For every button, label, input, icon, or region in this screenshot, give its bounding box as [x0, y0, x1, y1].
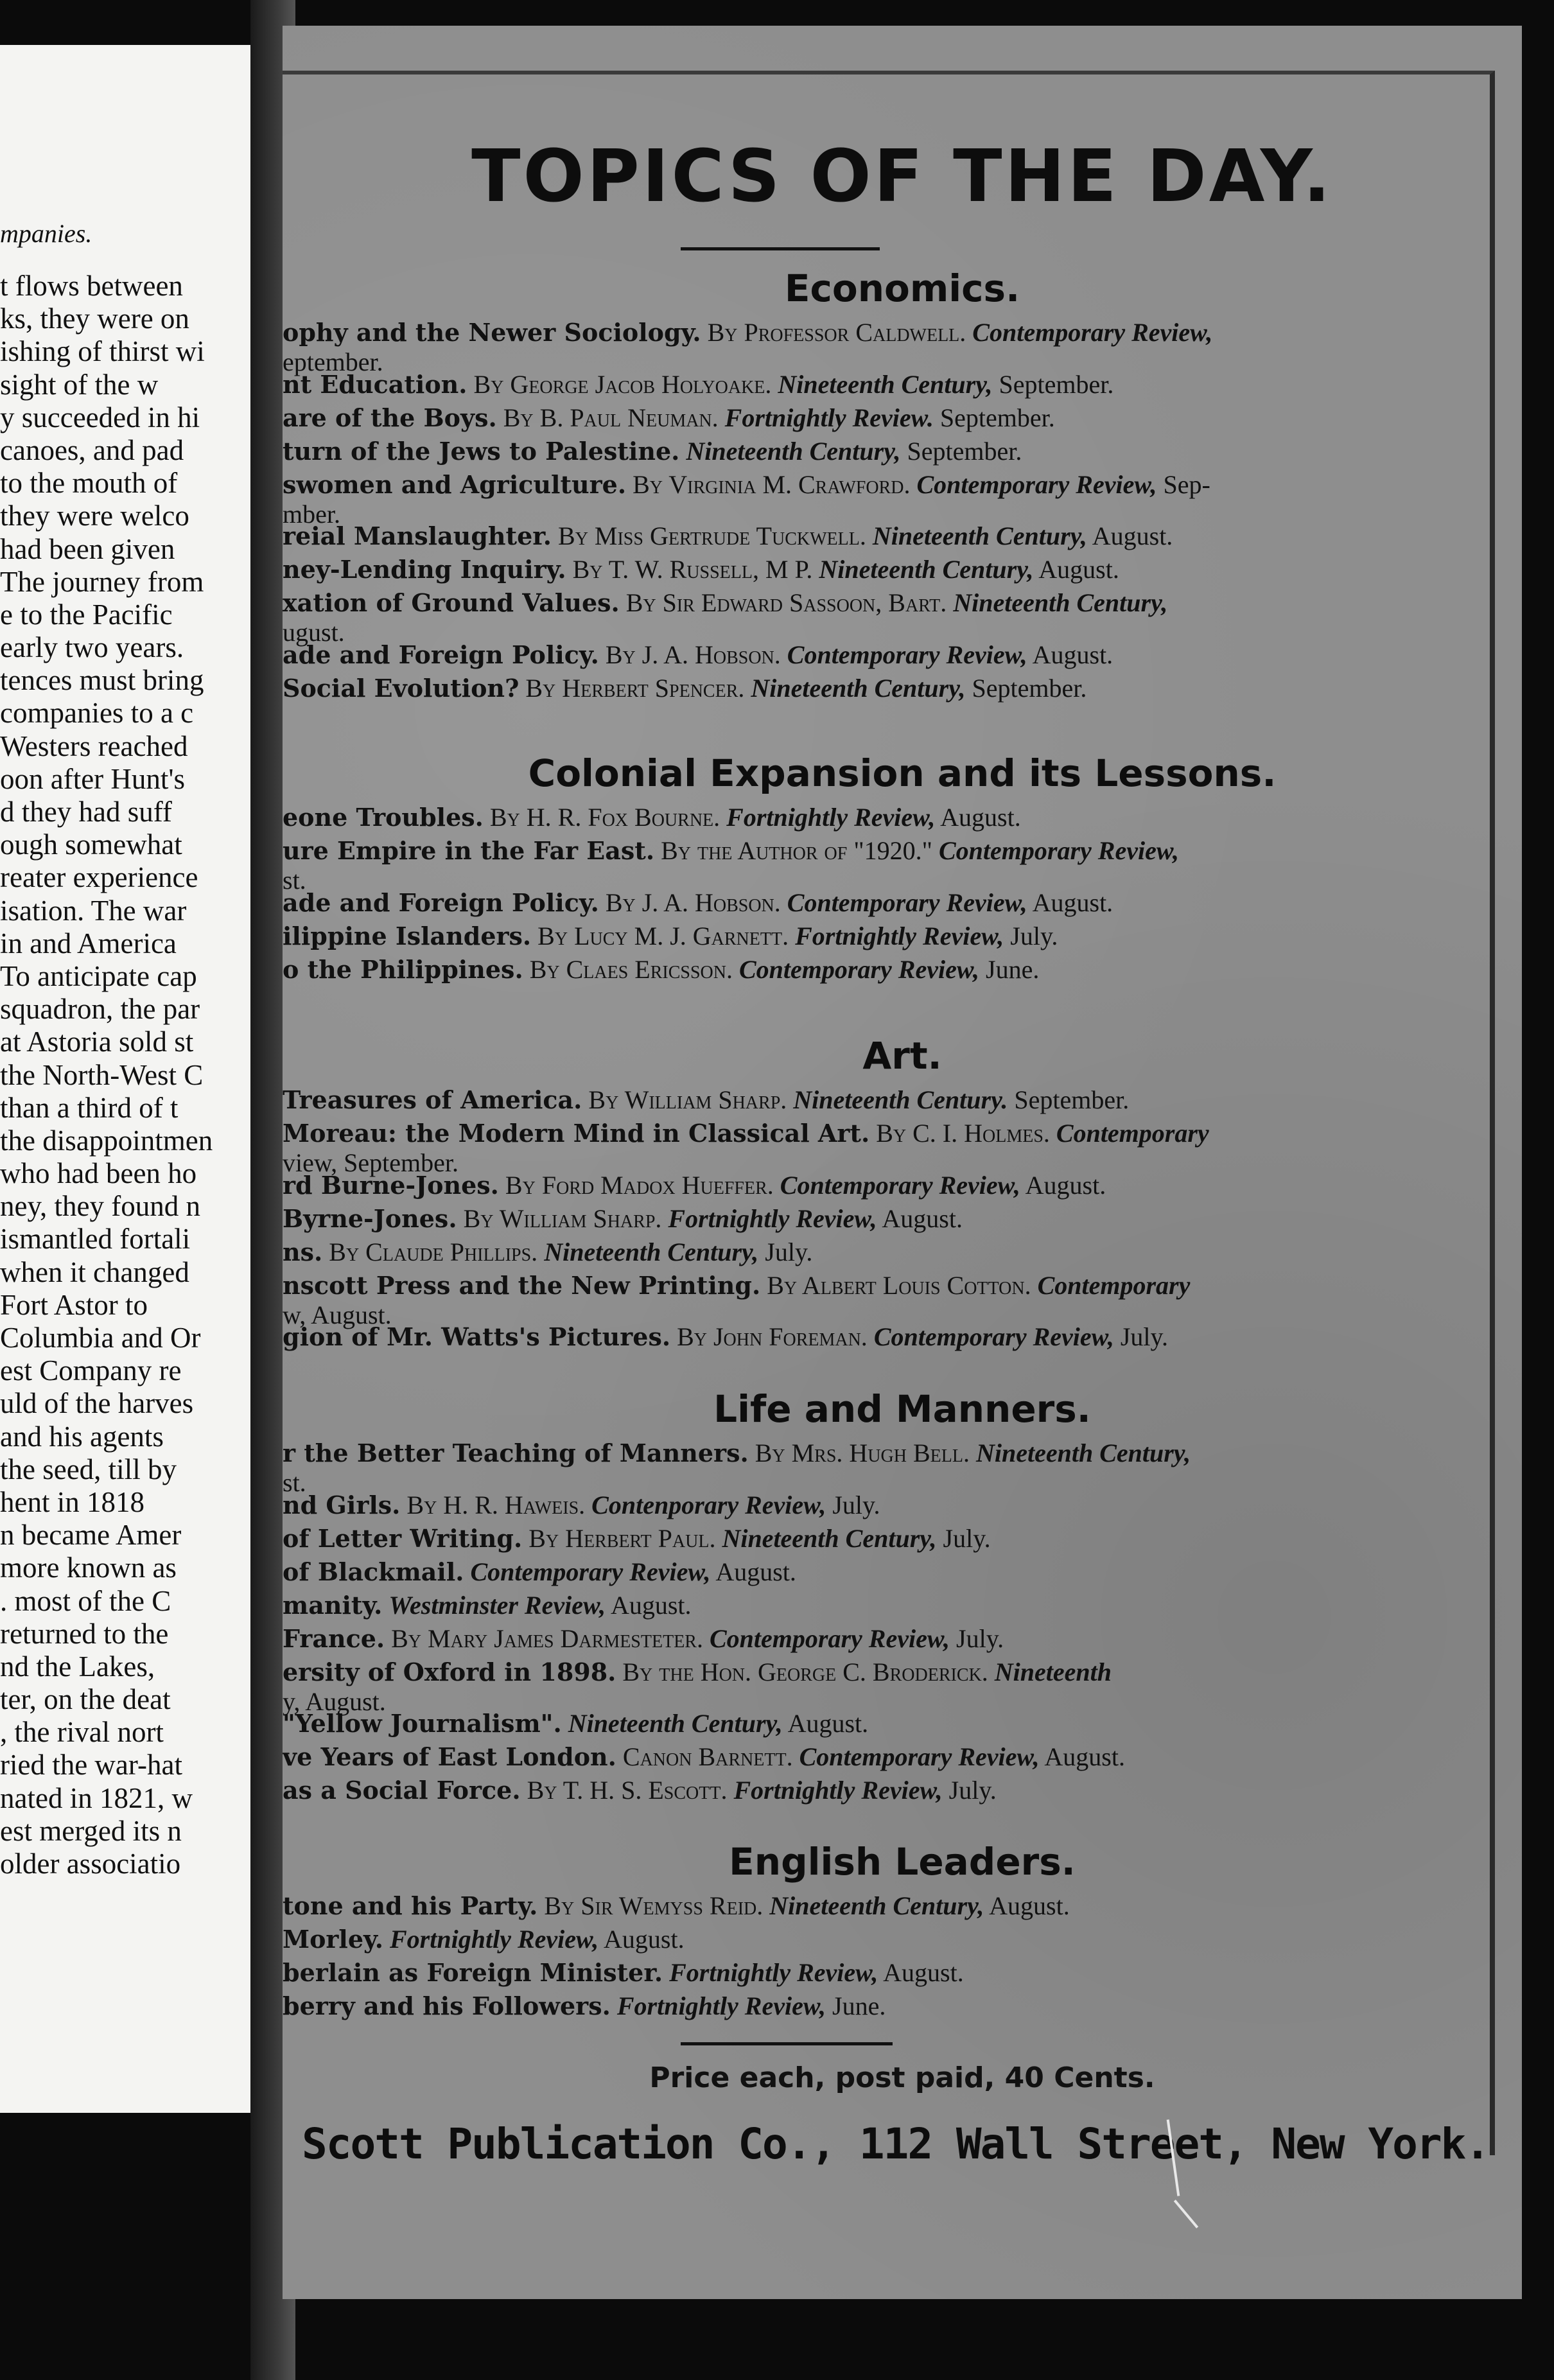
left-page-line: oon after Hunt's	[0, 762, 186, 795]
left-page-line: Columbia and Or	[0, 1322, 201, 1354]
article-title: of Letter Writing.	[283, 1523, 523, 1553]
article-continuation: y, August.	[283, 1686, 386, 1716]
article-date: July.	[943, 1523, 991, 1553]
article-journal: Contemporary Review,	[787, 888, 1027, 917]
article-journal: Nineteenth Century,	[819, 555, 1034, 584]
article-title: swomen and Agriculture.	[283, 469, 627, 499]
paper-crack	[1174, 2200, 1198, 2228]
article-entry	[283, 555, 1374, 584]
article-title: ade and Foreign Policy.	[283, 888, 599, 917]
article-date: August.	[940, 803, 1021, 832]
article-journal: Nineteenth Century,	[544, 1237, 759, 1266]
left-page-line: who had been ho	[0, 1157, 197, 1190]
left-page-line: had been given	[0, 532, 175, 565]
article-author: By Herbert Spencer.	[525, 673, 745, 703]
left-page-line: older associatio	[0, 1848, 181, 1880]
article-journal: Fortnightly Review,	[733, 1776, 943, 1805]
article-journal: Contemporary	[1056, 1119, 1209, 1148]
article-journal: Nineteenth Century,	[686, 436, 901, 466]
article-author: By Ford Madox Hueffer.	[505, 1170, 774, 1200]
article-author: By T. H. S. Escott.	[527, 1776, 728, 1805]
left-page-line: tences must bring	[0, 664, 204, 697]
article-journal: Nineteenth Century.	[793, 1085, 1008, 1114]
article-date: August.	[1032, 888, 1113, 917]
publisher-line: Scott Publication Co., 112 Wall Street, New York.	[302, 2119, 1490, 2169]
article-date: August.	[882, 1203, 963, 1233]
left-page-line: isation. The war	[0, 894, 187, 927]
article-title: nd Girls.	[283, 1490, 401, 1519]
article-entry	[283, 1557, 1374, 1587]
left-page-line: they were welco	[0, 500, 189, 532]
article-continuation: st.	[283, 1468, 306, 1497]
left-page-line: nated in 1821, w	[0, 1781, 193, 1814]
article-journal: Contemporary	[1037, 1270, 1191, 1300]
article-title: ure Empire in the Far East.	[283, 836, 655, 865]
article-entry	[283, 1709, 1374, 1738]
article-date: August.	[1092, 521, 1173, 551]
left-page-line: Westers reached	[0, 730, 188, 762]
article-date: July.	[1120, 1322, 1168, 1352]
article-journal: Nineteenth Century,	[722, 1523, 937, 1553]
article-title: Morley.	[283, 1925, 383, 1954]
article-entry	[283, 470, 1374, 529]
article-journal: Fortnightly Review.	[724, 403, 934, 432]
article-author: By Sir Wemyss Reid.	[544, 1891, 764, 1920]
left-page-line: ough somewhat	[0, 828, 182, 861]
article-entry	[283, 640, 1374, 670]
article-author: By Albert Louis Cotton.	[767, 1270, 1031, 1300]
article-author: By Claude Phillips.	[329, 1237, 538, 1266]
article-author: By the Author of "1920."	[661, 836, 932, 865]
article-date: August.	[1032, 640, 1113, 669]
article-title: are of the Boys.	[283, 403, 497, 432]
article-continuation: ugust.	[283, 618, 345, 647]
left-page-line: early two years.	[0, 631, 184, 664]
article-author: By Professor Caldwell.	[707, 318, 966, 347]
article-entry	[283, 437, 1374, 466]
article-journal: Nineteenth Century,	[751, 673, 966, 703]
article-journal: Nineteenth Century,	[568, 1709, 783, 1738]
article-title: gion of Mr. Watts's Pictures.	[283, 1322, 671, 1352]
article-journal: Contenporary Review,	[591, 1490, 826, 1519]
article-author: By J. A. Hobson.	[605, 888, 781, 917]
article-journal: Contemporary Review,	[938, 836, 1180, 865]
article-author: By J. A. Hobson.	[605, 640, 781, 669]
article-journal: Contemporary Review,	[470, 1557, 711, 1586]
article-author: By Herbert Paul.	[528, 1523, 716, 1553]
article-title: ophy and the Newer Sociology.	[283, 318, 701, 347]
article-entry	[283, 1119, 1374, 1178]
article-journal: Nineteenth Century,	[778, 369, 993, 399]
article-title: eone Troubles.	[283, 803, 484, 832]
left-page-line: at Astoria sold st	[0, 1026, 194, 1058]
article-author: By William Sharp.	[463, 1203, 662, 1233]
article-entry	[283, 1958, 1374, 1988]
left-page-line: hent in 1818	[0, 1485, 144, 1518]
article-title: tone and his Party.	[283, 1891, 538, 1920]
left-page-line: ks, they were on	[0, 302, 189, 335]
article-date: September.	[999, 369, 1114, 399]
article-date: August.	[1044, 1742, 1125, 1772]
article-entry	[283, 1085, 1374, 1115]
article-date: September.	[939, 403, 1055, 432]
article-date: Sep-	[1163, 469, 1210, 499]
section-heading: Art.	[862, 1034, 942, 1078]
section-heading: Life and Manners.	[713, 1387, 1091, 1431]
article-title: xation of Ground Values.	[283, 588, 620, 618]
article-title: ade and Foreign Policy.	[283, 640, 599, 669]
article-journal: Nineteenth Century,	[953, 588, 1168, 618]
article-entry	[283, 370, 1374, 399]
article-title: Treasures of America.	[283, 1085, 582, 1114]
article-title: ersity of Oxford in 1898.	[283, 1657, 616, 1686]
running-head: mpanies.	[0, 219, 92, 248]
article-journal: Fortnightly Review,	[668, 1203, 877, 1233]
article-title: o the Philippines.	[283, 954, 523, 984]
page-title: TOPICS OF THE DAY.	[471, 135, 1333, 218]
article-journal: Contemporary Review,	[972, 318, 1213, 347]
left-page-line: uld of the harves	[0, 1387, 194, 1420]
article-journal: Contemporary Review,	[799, 1742, 1040, 1772]
article-journal: Fortnightly Review,	[669, 1958, 878, 1987]
article-entry	[283, 1742, 1374, 1772]
article-entry	[283, 403, 1374, 433]
article-date: August.	[610, 1590, 692, 1620]
article-author: By Sir Edward Sassoon, Bart.	[625, 588, 947, 618]
section-heading: English Leaders.	[729, 1840, 1076, 1884]
article-author: By John Foreman.	[677, 1322, 868, 1352]
article-title: ilippine Islanders.	[283, 921, 532, 950]
article-title: as a Social Force.	[283, 1776, 521, 1805]
article-entry	[283, 521, 1374, 551]
left-page-line: Fort Astor to	[0, 1288, 148, 1321]
article-journal: Nineteenth	[994, 1657, 1112, 1686]
article-journal: Nineteenth Century,	[872, 521, 1087, 551]
article-entry	[283, 803, 1374, 832]
article-entry	[283, 1591, 1374, 1620]
article-date: July.	[832, 1490, 880, 1519]
article-entry	[283, 955, 1374, 984]
left-page-line: reater experience	[0, 861, 198, 894]
left-page-line: the seed, till by	[0, 1453, 177, 1485]
article-continuation: w, August.	[283, 1300, 392, 1329]
article-entry	[283, 1776, 1374, 1805]
left-page-line: The journey from	[0, 565, 204, 598]
article-author: By Mary James Darmesteter.	[391, 1623, 703, 1653]
left-page-line: ney, they found n	[0, 1190, 201, 1223]
left-page-line: t flows between	[0, 270, 183, 302]
left-page-line: ishing of thirst wi	[0, 335, 205, 368]
article-author: By B. Paul Neuman.	[503, 403, 719, 432]
article-date: July.	[1010, 921, 1058, 950]
article-title: Byrne-Jones.	[283, 1203, 457, 1233]
left-page-line: est merged its n	[0, 1814, 182, 1847]
left-page-line: . most of the C	[0, 1584, 171, 1617]
article-title: berry and his Followers.	[283, 1991, 611, 2020]
price-line: Price each, post paid, 40 Cents.	[649, 2061, 1155, 2094]
article-title: nt Education.	[283, 369, 467, 399]
article-journal: Contemporary Review,	[780, 1170, 1020, 1200]
title-rule	[681, 247, 880, 250]
left-page-line: squadron, the par	[0, 993, 200, 1026]
article-title: r the Better Teaching of Manners.	[283, 1439, 749, 1467]
left-page-line: e to the Pacific	[0, 598, 173, 631]
article-journal: Westminster Review,	[388, 1590, 606, 1620]
article-entry	[283, 1204, 1374, 1234]
left-page-line: more known as	[0, 1552, 177, 1584]
article-title: manity.	[283, 1590, 383, 1620]
article-author: By H. R. Haweis.	[406, 1490, 586, 1519]
article-journal: Contemporary Review,	[873, 1322, 1114, 1352]
left-page-line: n became Amer	[0, 1519, 182, 1552]
article-date: August.	[787, 1709, 869, 1738]
article-author: By Mrs. Hugh Bell.	[755, 1439, 970, 1467]
article-entry	[283, 1271, 1374, 1330]
article-date: September.	[907, 436, 1022, 466]
article-author: By H. R. Fox Bourne.	[489, 803, 720, 832]
article-entry	[283, 1171, 1374, 1200]
left-page-line: companies to a c	[0, 697, 194, 730]
article-entry	[283, 674, 1374, 703]
article-entry	[283, 1658, 1374, 1717]
article-author: By Miss Gertrude Tuckwell.	[558, 521, 866, 551]
article-date: August.	[883, 1958, 964, 1987]
price-rule	[681, 2042, 893, 2045]
left-page-text	[0, 270, 244, 1880]
advertisement-page	[283, 26, 1522, 2299]
article-journal: Fortnightly Review,	[726, 803, 936, 832]
article-title: Moreau: the Modern Mind in Classical Art.	[283, 1119, 870, 1148]
article-entry	[283, 1322, 1374, 1352]
article-author: By Claes Ericsson.	[529, 954, 733, 984]
left-page-line: ismantled fortali	[0, 1223, 191, 1256]
article-entry	[283, 836, 1374, 895]
section-heading: Economics.	[784, 267, 1020, 310]
left-page-line: than a third of t	[0, 1091, 179, 1124]
article-journal: Fortnightly Review,	[795, 921, 1004, 950]
article-entry	[283, 1439, 1374, 1498]
left-page-line: ried the war-hat	[0, 1749, 182, 1781]
article-title: ney-Lending Inquiry.	[283, 555, 566, 584]
left-page-line: est Company re	[0, 1354, 182, 1387]
left-page-line: To anticipate cap	[0, 959, 197, 992]
article-author: By William Sharp.	[588, 1085, 787, 1114]
article-title: nscott Press and the New Printing.	[283, 1270, 761, 1300]
article-title: ns.	[283, 1237, 323, 1266]
article-entry	[283, 888, 1374, 918]
left-page-line: d they had suff	[0, 796, 172, 828]
left-page-line: to the mouth of	[0, 467, 178, 500]
article-author: By T. W. Russell, M P.	[572, 555, 813, 584]
article-date: August.	[604, 1925, 685, 1954]
article-entry	[283, 1925, 1374, 1954]
article-title: "Yellow Journalism".	[283, 1709, 562, 1738]
article-date: September.	[972, 673, 1087, 703]
article-date: June.	[832, 1991, 886, 2020]
left-page-line: in and America	[0, 927, 177, 959]
article-author: By the Hon. George C. Broderick.	[622, 1657, 988, 1686]
article-journal: Fortnightly Review,	[616, 1991, 826, 2020]
article-journal: Contemporary Review,	[709, 1623, 950, 1653]
article-entry	[283, 1624, 1374, 1654]
article-continuation: view, September.	[283, 1148, 459, 1177]
article-journal: Contemporary Review,	[738, 954, 980, 984]
article-date: July.	[948, 1776, 997, 1805]
article-date: June.	[986, 954, 1040, 984]
article-date: August.	[715, 1557, 796, 1586]
article-entry	[283, 1891, 1374, 1921]
article-journal: Nineteenth Century,	[769, 1891, 984, 1920]
article-entry	[283, 1491, 1374, 1520]
article-author: Canon Barnett.	[622, 1742, 793, 1772]
left-page-line: , the rival nort	[0, 1716, 164, 1749]
article-date: August.	[1038, 555, 1119, 584]
article-title: France.	[283, 1623, 385, 1653]
left-page-line: the disappointmen	[0, 1124, 213, 1157]
article-continuation: eptember.	[283, 347, 383, 376]
article-title: Social Evolution?	[283, 673, 519, 703]
article-title: of Blackmail.	[283, 1557, 464, 1586]
article-date: July.	[765, 1237, 813, 1266]
article-continuation: st.	[283, 866, 306, 895]
left-page-line: when it changed	[0, 1256, 189, 1288]
article-author: By C. I. Holmes.	[876, 1119, 1050, 1148]
left-page-line: returned to the	[0, 1617, 169, 1650]
article-entry	[283, 318, 1374, 377]
article-entry	[283, 1991, 1374, 2021]
left-page-line: y succeeded in hi	[0, 401, 200, 433]
article-date: September.	[1014, 1085, 1130, 1114]
article-author: By George Jacob Holyoake.	[473, 369, 772, 399]
left-page-fragment	[0, 45, 250, 2113]
article-title: berlain as Foreign Minister.	[283, 1958, 663, 1987]
left-page-line: and his agents	[0, 1420, 164, 1453]
article-title: turn of the Jews to Palestine.	[283, 436, 680, 466]
article-journal: Fortnightly Review,	[390, 1925, 599, 1954]
article-date: August.	[989, 1891, 1070, 1920]
article-title: ve Years of East London.	[283, 1742, 616, 1772]
left-page-line: sight of the w	[0, 368, 159, 401]
left-page-line: the North-West C	[0, 1058, 204, 1091]
section-heading: Colonial Expansion and its Lessons.	[528, 751, 1277, 795]
article-date: July.	[956, 1623, 1004, 1653]
article-journal: Contemporary Review,	[787, 640, 1027, 669]
article-entry	[283, 1524, 1374, 1553]
article-title: rd Burne-Jones.	[283, 1170, 499, 1200]
article-date: August.	[1025, 1170, 1106, 1200]
left-page-line: nd the Lakes,	[0, 1650, 155, 1683]
article-journal: Nineteenth Century,	[975, 1439, 1191, 1467]
article-author: By Lucy M. J. Garnett.	[537, 921, 789, 950]
article-entry	[283, 922, 1374, 951]
article-title: reial Manslaughter.	[283, 521, 552, 551]
article-entry	[283, 1238, 1374, 1267]
left-page-line: ter, on the deat	[0, 1683, 171, 1716]
article-journal: Contemporary Review,	[916, 469, 1157, 499]
left-page-line: canoes, and pad	[0, 433, 184, 466]
article-author: By Virginia M. Crawford.	[633, 469, 911, 499]
article-continuation: mber.	[283, 499, 340, 529]
article-entry	[283, 588, 1374, 647]
